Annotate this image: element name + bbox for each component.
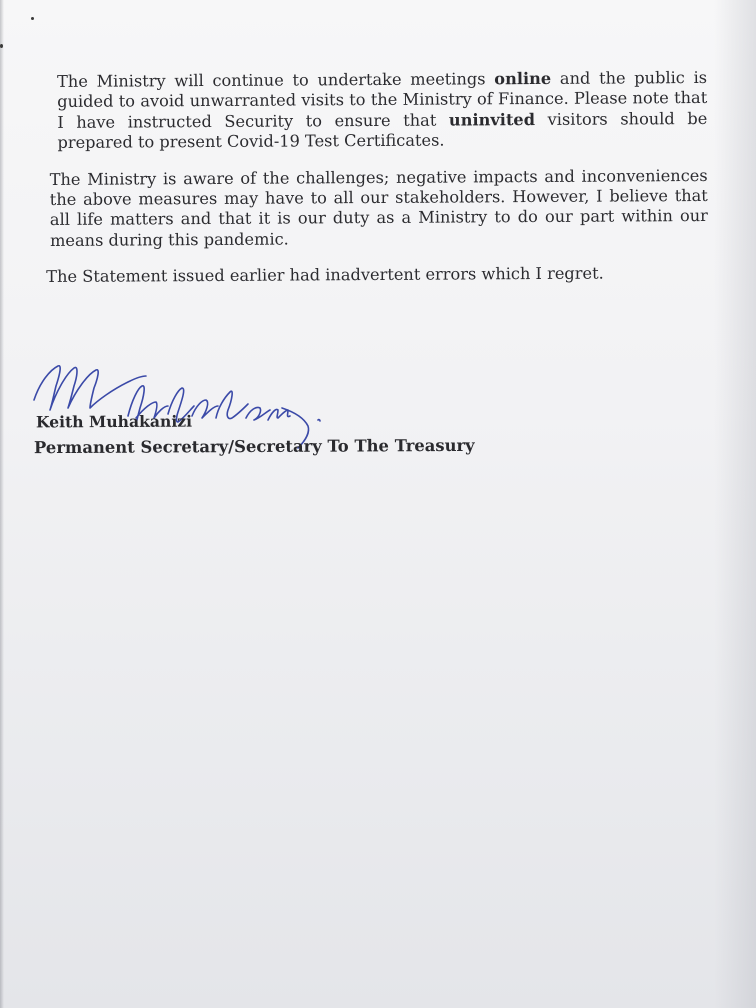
paragraph-meetings-text-3: visitors should be prepared to present Covid-19 Test Certificates. [57, 108, 708, 153]
paper-speck [31, 17, 34, 20]
paragraph-errors: The Statement issued earlier had inadvertent errors which I regret. [46, 263, 604, 287]
signature-block [32, 360, 592, 470]
paragraph-meetings [57, 68, 707, 154]
paper-speck [0, 44, 3, 48]
paragraph-meetings-text-2: and the public is guided to avoid unwarranted visits to the Ministry of Finance. Please note that I have instructed Security to ensure that [57, 67, 708, 132]
paragraph-meetings-text-1: The Ministry will continue to undertake meetings [56, 69, 495, 91]
paragraph-challenges: The Ministry is aware of the challenges; negative impacts and inconveniences the above measures may have to all our stakeholders. However, I believe that all life matters and that it is our duty as a Ministry to do our part within our means during this pandemic. [49, 165, 708, 250]
paper-edge-shadow [0, 0, 4, 1008]
emphasis-uninvited: uninvited [448, 109, 536, 130]
signatory-name: Keith Muhakanizi [35, 411, 193, 432]
paper-right-shadow [714, 0, 756, 1008]
emphasis-online: online [494, 68, 552, 89]
letter-body [45, 68, 708, 288]
signatory-title: Permanent Secretary/Secretary To The Treasury [33, 435, 475, 458]
